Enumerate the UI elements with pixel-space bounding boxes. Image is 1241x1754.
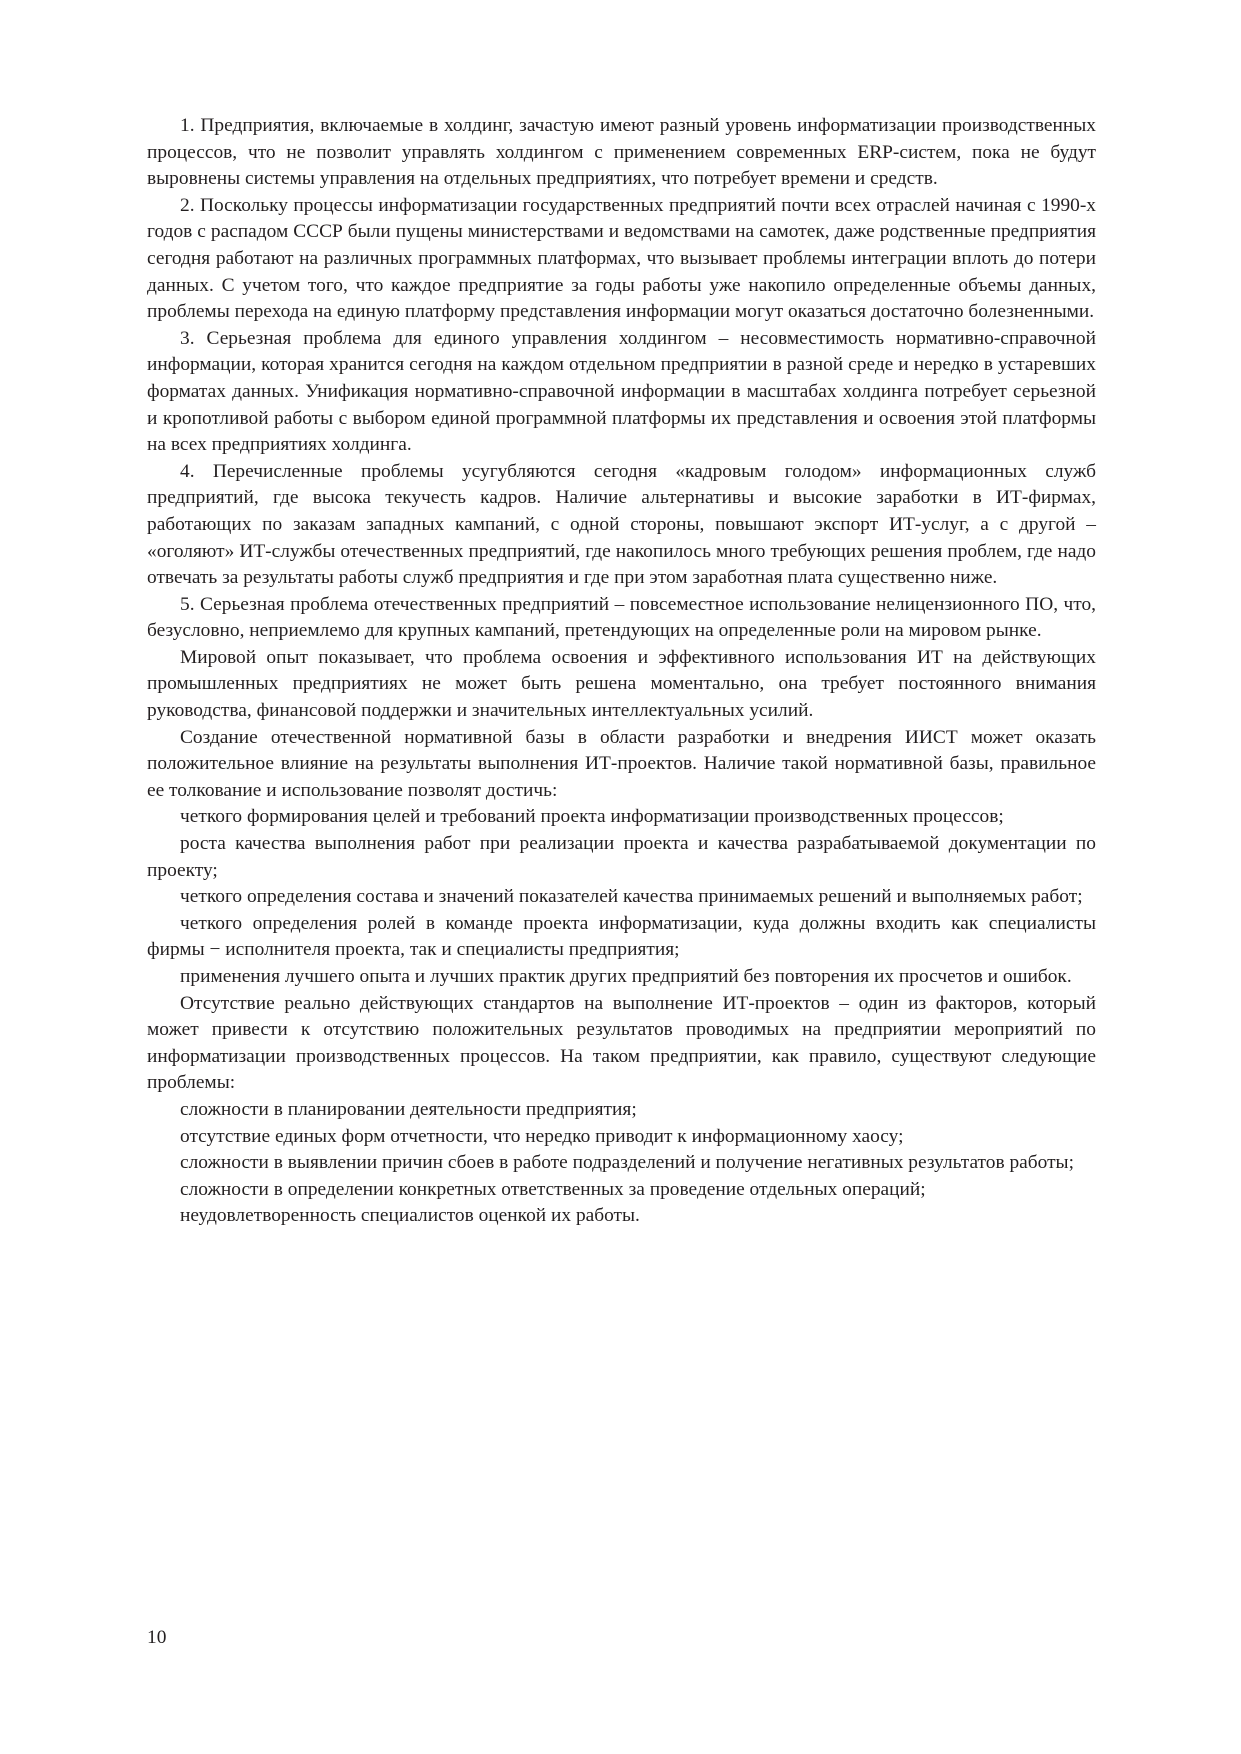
paragraph-item-5: 5. Серьезная проблема отечественных предприятий – повсеместное использование нелицензионного ПО, что, безусловно, неприемлемо для крупных кампаний, претендующих на определенные роли на мировом рынке. [147, 593, 1096, 642]
paragraph-item-2: 2. Поскольку процессы информатизации государственных предприятий почти всех отраслей начиная с 1990-х годов с распадом СССР были пущены министерствами и ведомствами на самотек, даже родственные предприятия сегодня работают на различных программных платформах, что вызывает проблемы интеграции вплоть до потери данных. С учетом того, что каждое предприятие за годы работы уже накопило определенные объемы данных, проблемы перехода на единую платформу представления информации могут оказаться достаточно болезненными. [147, 194, 1096, 323]
list-item-roles: четкого определения ролей в команде проекта информатизации, куда должны входить как специалисты фирмы − исполнителя проекта, так и специалисты предприятия; [147, 912, 1096, 961]
paragraph-normative-base: Создание отечественной нормативной базы в области разработки и внедрения ИИСТ может оказать положительное влияние на результаты выполнения ИТ-проектов. Наличие такой нормативной базы, правильное ее толкование и использование позволят достичь: [147, 726, 1096, 801]
list-item-best-practices: применения лучшего опыта и лучших практик других предприятий без повторения их просчетов и ошибок. [180, 966, 1072, 987]
list-item-quality: роста качества выполнения работ при реализации проекта и качества разрабатываемой документации по проекту; [147, 833, 1096, 881]
list-item-reporting: отсутствие единых форм отчетности, что нередко приводит к информационному хаосу; [180, 1125, 904, 1147]
list-item-goals: четкого формирования целей и требований проекта информатизации производственных процессов; [180, 806, 1004, 828]
list-item-indicators: четкого определения состава и значений показателей качества принимаемых решений и выполняемых работ; [180, 886, 1083, 908]
page-body [147, 113, 1096, 1230]
paragraph-item-3: 3. Серьезная проблема для единого управления холдингом – несовместимость нормативно-справочной информации, которая хранится сегодня на каждом отдельном предприятии в разной среде и нередко в устаревших форматах данных. Унификация нормативно-справочной информации в масштабах холдинга потребует серьезной и кропотливой работы с выбором единой программной платформы их представления и освоения этой платформы на всех предприятиях холдинга. [147, 327, 1096, 456]
list-item-dissatisfaction: неудовлетворенность специалистов оценкой их работы. [180, 1205, 640, 1227]
list-item-failures: сложности в выявлении причин сбоев в работе подразделений и получение негативных результатов работы; [180, 1152, 1074, 1174]
paragraph-item-4: 4. Перечисленные проблемы усугубляются сегодня «кадровым голодом» информационных служб предприятий, где высока текучесть кадров. Наличие альтернативы и высокие заработки в ИТ-фирмах, работающих по заказам западных кампаний, с одной стороны, повышают экспорт ИТ-услуг, а с другой – «оголяют» ИТ-службы отечественных предприятий, где накопилось много требующих решения проблем, где надо отвечать за результаты работы служб предприятия и где при этом заработная плата существенно ниже. [147, 460, 1096, 589]
list-item-planning: сложности в планировании деятельности предприятия; [180, 1098, 637, 1120]
paragraph-item-1: 1. Предприятия, включаемые в холдинг, зачастую имеют разный уровень информатизации производственных процессов, что не позволит управлять холдингом с применением современных ERP-систем, пока не будут выровнены системы управления на отдельных предприятиях, что потребует времени и средств. [147, 115, 1096, 190]
paragraph-world-experience: Мировой опыт показывает, что проблема освоения и эффективного использования ИТ на действующих промышленных предприятиях не может быть решена моментально, она требует постоянного внимания руководства, финансовой поддержки и значительных интеллектуальных усилий. [147, 646, 1096, 722]
page-number: 10 [147, 1627, 167, 1648]
paragraph-absence-of-standards: Отсутствие реально действующих стандартов на выполнение ИТ-проектов – один из факторов, который может привести к отсутствию положительных результатов проводимых на предприятии мероприятий по информатизации производственных процессов. На таком предприятии, как правило, существуют следующие проблемы: [147, 992, 1096, 1094]
list-item-responsibility: сложности в определении конкретных ответственных за проведение отдельных операций; [180, 1178, 926, 1200]
